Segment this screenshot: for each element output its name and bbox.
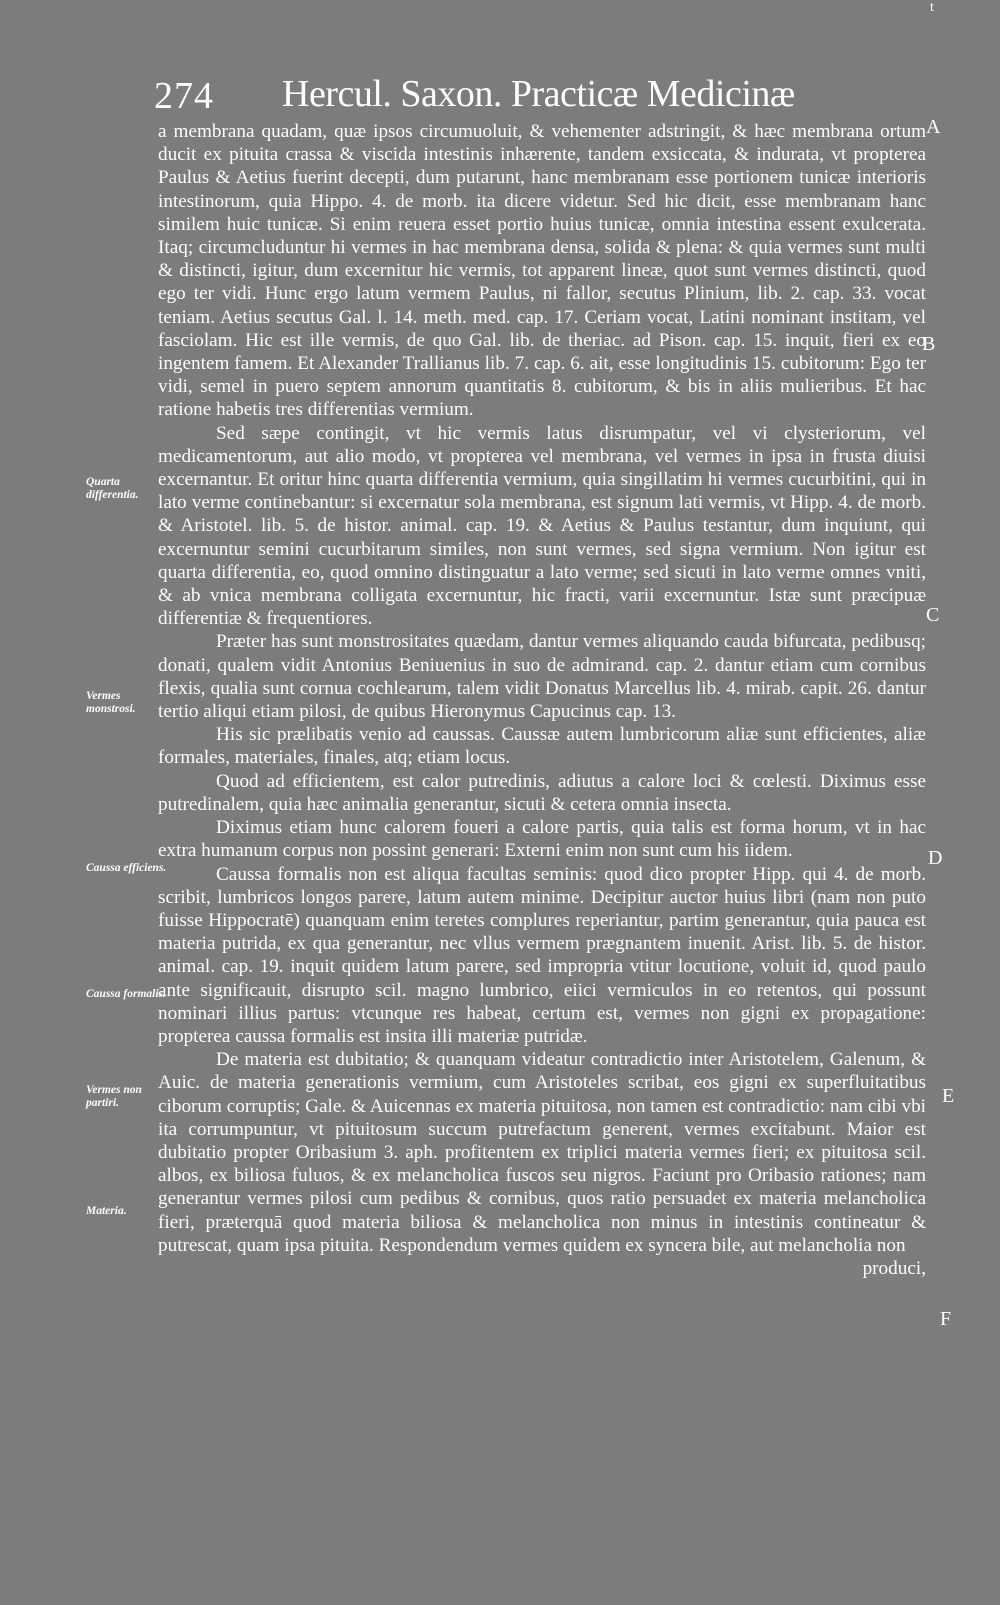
section-letter-a: A (926, 116, 941, 138)
page-number: 274 (154, 75, 214, 117)
section-letter-b: B (922, 333, 936, 355)
margin-note-quarta-differentia: Quarta differentia. (86, 476, 139, 501)
paragraph: His sic prælibatis venio ad caussas. Caussæ autem lumbricorum aliæ sunt efficientes, aliæ formales, materiales, finales, atq; etiam locus. (158, 724, 926, 769)
page-header (150, 74, 850, 120)
section-letter-f: F (940, 1308, 952, 1330)
catchword: produci, (862, 1257, 926, 1279)
body-text (158, 120, 926, 1280)
corner-mark: t (930, 0, 934, 15)
paragraph: a membrana quadam, quæ ipsos circumuoluit, & vehementer adstringit, & hæc membrana ortum ducit ex pituita crassa & viscida intestinis inhærente, tandem exsiccata, & indurata, vt propterea Paulus & Aetius fuerint decepti, dum putarunt, hanc membranam esse portionem tunicæ interioris intestinorum, quia Hippo. 4. de morb. ita dicere videtur. Sed hic dicit, esse membranam hanc similem huic tunicæ. Si enim reuera esset portio huius tunicæ, omnia intestina essent exulcerata. Itaq; circumcluduntur hi vermes in hac membrana densa, solida & plena: & quia vermes sunt multi & distincti, igitur, dum excernitur hic vermis, tot apparent lineæ, quot sunt vermes distincti, quod ego ter vidi. Hunc ergo latum vermem Paulus, ni fallor, secutus Plinium, lib. 2. cap. 33. vocat teniam. Aetius secutus Gal. l. 14. meth. med. cap. 17. Ceriam vocat, Latini nominant institam, vel fasciolam. Hic est ille vermis, de quo Gal. lib. de theriac. ad Pison. cap. 15. inquit, fieri ex eo ingentem famem. Et Alexander Trallianus lib. 7. cap. 6. ait, esse longitudinis 15. cubitorum: Ego ter vidi, semel in puero septem annorum quantitatis 8. cubitorum, & bis in aliis mulieribus. Et hac ratione habetis tres differentias vermium. (158, 121, 926, 421)
margin-note-caussa-efficiens: Caussa efficiens. (86, 862, 167, 874)
section-letter-c: C (926, 604, 940, 626)
paragraph: De materia est dubitatio; & quanquam videatur contradictio inter Aristotelem, Galenum, & Auic. de materia generationis vermium, cum Aristoteles scribat, eos gigni ex superfluitatibus ciborum corruptis; Gale. & Auicennas ex materia pituitosa, non tamen est contradictio: nam cibi vbi ita corrumpuntur, vt pituitosum succum putrefactum generent, vermes excitabunt. Maior est dubitatio propter Oribasium 3. aph. profitentem ex triplici materia vermes fieri; ex pituitosa scil. albos, ex biliosa fuluos, & ex melancholica fuscos seu nigros. Faciunt pro Oribasio rationes; nam generantur vermes pilosi cum pedibus & cornibus, quos ratio persuadet ex materia melancholica fieri, præterquā quod materia biliosa & melancholica non minus in intestinis contineatur & putrescat, quam ipsa pituita. Respondendum vermes quidem ex syncera bile, aut melancholia non (158, 1049, 926, 1256)
paragraph: Caussa formalis non est aliqua facultas seminis: quod dico propter Hipp. qui 4. de morb. scribit, lumbricos longos parere, latum autem minime. Decipitur auctor huius libri (nam non puto fuisse Hippocratē) quanquam enim teretes complures reperiantur, partim generantur, quia pauca est materia putrida, ex qua generantur, nec vllus vermem prægnantem inuenit. Arist. lib. 5. de histor. animal. cap. 19. inquit quidem latum parere, sed impropria vtitur locutione, voluit id, quod paulo ante significauit, disrupto scil. magno lumbrico, eiici vermiculos in eo retentos, qui possunt nominari illius partus: vtcunque res habeat, certum est, vermes non gigni ex propagatione: propterea caussa formalis est insita illi materiæ putridæ. (158, 863, 926, 1047)
section-letter-d: D (928, 847, 943, 869)
paragraph: Præter has sunt monstrositates quædam, dantur vermes aliquando cauda bifurcata, pedibusq; donati, qualem vidit Antonius Beniuenius in suo de admirand. cap. 2. dantur etiam cum cornibus flexis, qualia sunt cornua cochlearum, talem vidit Donatus Marcellus lib. 4. mirab. capit. 26. dantur tertio aliqui etiam pilosi, de quibus Hieronymus Capucinus cap. 13. (158, 631, 926, 723)
margin-note-materia: Materia. (86, 1205, 127, 1217)
paragraph: Sed sæpe contingit, vt hic vermis latus disrumpatur, vel vi clysteriorum, vel medicamentorum, aut alio modo, vt propterea vel membrana, vel vermes in ipsa in frusta diuisi excernantur. Et oritur hinc quarta differentia vermium, quia singillatim hi vermes cucurbitini, qui in lato verme continebantur: si excernatur sola membrana, est signum lati vermis, vt Hipp. 4. de morb. & Aristotel. lib. 5. de histor. animal. cap. 19. & Aetius & Paulus testantur, dum inquiunt, qui excernuntur semini cucurbitarum similes, non sunt vermes, sed signa vermium. Non igitur est quarta differentia, eo, quod omnino distinguatur a lato verme; sed sicuti in lato verme omnes vniti, & ab vnica membrana colligata excernuntur, hic fracti, varii excernuntur. Istæ sunt præcipuæ differentiæ & frequentiores. (158, 422, 926, 630)
paragraph: Diximus etiam hunc calorem foueri a calore partis, quia talis est forma horum, vt in hac extra humanum corpus non possint generari: Externi enim non sunt cum his iidem. (158, 817, 926, 862)
paragraph: Quod ad efficientem, est calor putredinis, adiutus a calore loci & cœlesti. Diximus esse putredinalem, quia hæc animalia generantur, sicuti & cetera omnia insecta. (158, 770, 926, 815)
margin-note-vermes-non-partiri: Vermes non partiri. (86, 1084, 142, 1109)
running-title: Hercul. Saxon. Practicæ Medicinæ (282, 73, 795, 115)
margin-note-vermes-monstrosi: Vermes monstrosi. (86, 690, 136, 715)
section-letter-e: E (942, 1085, 955, 1107)
margin-note-caussa-formalis: Caussa formalis. (86, 988, 166, 1000)
margin-notes (86, 0, 168, 1605)
